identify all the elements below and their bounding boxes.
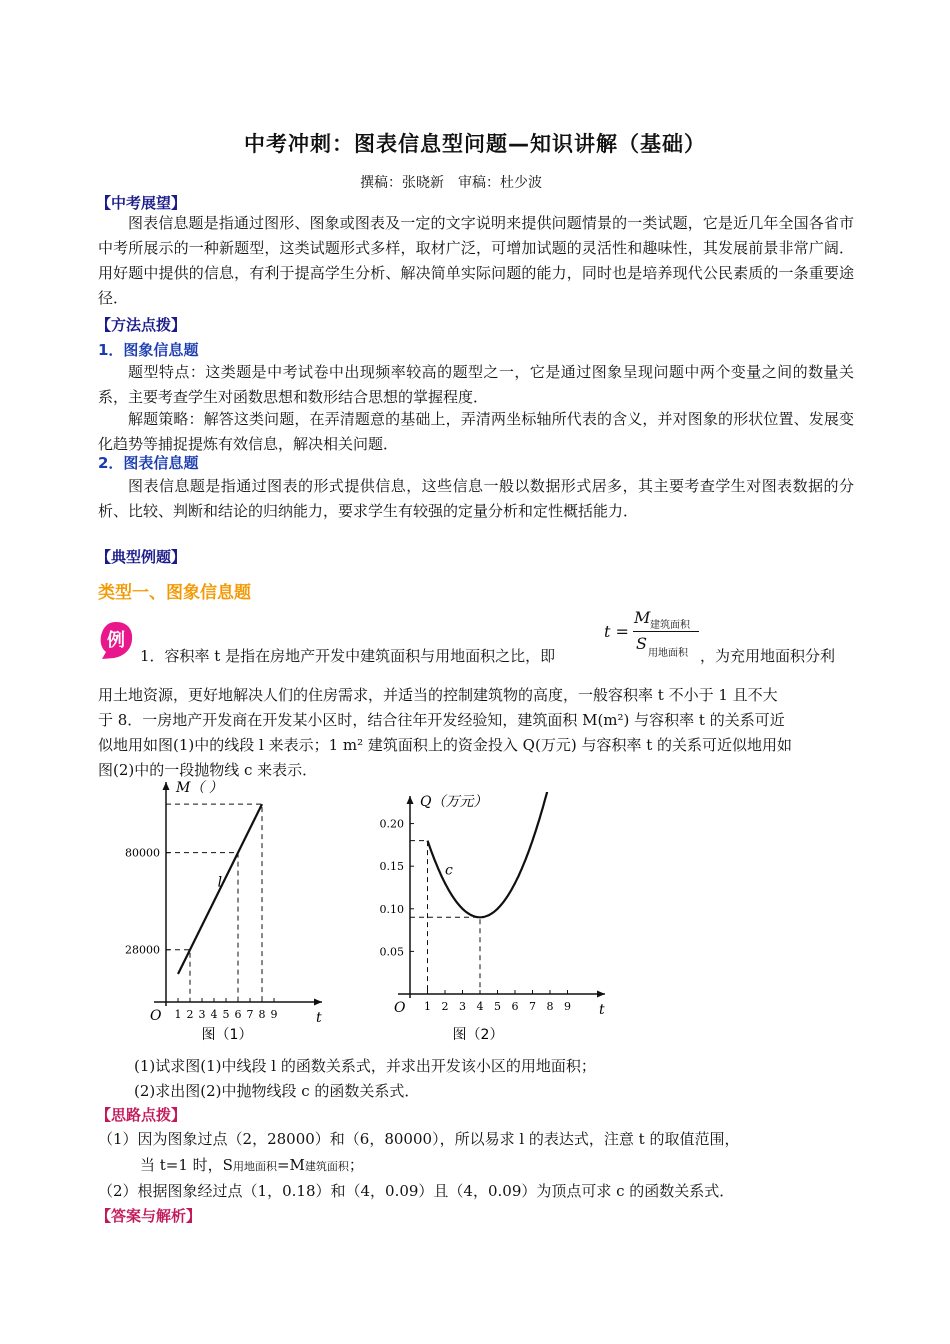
formula-denominator: S [636,634,647,653]
section-outlook-heading: 【中考展望】 [96,194,187,212]
example-line-1b: ，为充用地面积分利 [700,647,836,665]
x-tick-label: 9 [564,1000,571,1013]
thinking-sub-2: 建筑面积 [304,1160,349,1173]
formula-denominator-sub: 用地面积 [648,648,688,659]
method-paragraph-3: 图表信息题是指通过图表的形式提供信息，这些信息一般以数据形式居多，其主要考查学生对图表数据的分析、比较、判断和结论的归纳能力，要求学生有较强的定量分析和定性概括能力． [98,477,854,520]
example-line-4: 似地用如图(1)中的线段 l 来表示；1 m² 建筑面积上的资金投入 Q(万元) 与容积率 t 的关系可近似地用如 [98,736,793,754]
x-axis-head [314,999,322,1006]
example-badge-icon [98,620,134,660]
formula-numerator-sub: 建筑面积 [650,620,690,631]
method-heading-1: 1．图象信息题 [98,341,199,359]
formula-t: t = [604,622,629,641]
figure-2-chart [370,792,610,1046]
x-tick-label: 6 [511,1000,519,1013]
question-1: (1)试求图(1)中线段 l 的函数关系式，并求出开发该小区的用地面积； [134,1057,596,1075]
thinking-line-3: （2）根据图象经过点（1，0.18）和（4，0.09）且（4，0.09）为顶点可求 c 的函数关系式． [98,1182,735,1200]
section-examples-heading: 【典型例题】 [96,548,187,566]
y-axis-head [163,782,170,790]
x-tick-label: 7 [529,1000,536,1013]
thinking-line-2c: ； [348,1156,364,1174]
x-tick-label: 8 [258,1008,266,1021]
y-axis-head [407,796,414,804]
origin-label: O [150,1008,162,1024]
x-axis-label: t [599,1002,605,1018]
example-line-3: 于 8．一房地产开发商在开发某小区时，结合往年开发经验知，建筑面积 M(m²) 与容积率 t 的关系可近 [98,711,785,729]
method-paragraph-2: 解题策略：解答这类问题，在弄清题意的基础上，弄清两坐标轴所代表的含义，并对图象的形状位置、发展变化趋势等捕捉提炼有效信息，解决相关问题． [98,410,854,453]
series-label-l: l [217,874,223,891]
page-title: 中考冲刺：图表信息型问题—知识讲解（基础） [244,132,706,156]
y-tick-label: 0.10 [379,902,404,916]
section-method-heading: 【方法点拨】 [96,316,187,334]
thinking-line-2 [140,1154,364,1175]
y-tick-label: 0.15 [379,860,404,874]
series-label-c: c [445,862,453,879]
authors-line: 撰稿：张晓新 审稿：杜少波 [360,175,542,191]
y-tick-label: 0.20 [379,817,404,831]
example-line-2: 用土地资源，更好地解决人们的住房需求，并适当的控制建筑物的高度，一般容积率 t 不小于 1 且不大 [98,686,778,704]
y-tick-label: 28000 [125,943,160,957]
x-axis-head [597,991,605,998]
example-line-5: 图(2)中的一段抛物线 c 来表示． [98,761,318,779]
x-tick-label: 9 [270,1008,278,1021]
ratio-formula [604,608,704,658]
x-tick-label: 3 [198,1008,206,1021]
y-tick-label: 0.05 [379,945,404,959]
thinking-sub-1: 用地面积 [232,1160,277,1173]
outlook-paragraph: 图表信息题是指通过图形、图象或图表及一定的文字说明来提供问题情景的一类试题，它是近几年全国各省市中考所展示的一种新题型，这类试题形式多样，取材广泛，可增加试题的灵活性和趣味性，其发展前景非常广阔．用好题中提供的信息，有利于提高学生分析、解决简单实际问题的能力，同时也是培养现代公民素质的一条重要途径． [98,214,854,307]
x-axis-label: t [316,1010,322,1026]
origin-label: O [394,1000,406,1016]
method-paragraph-1: 题型特点：这类题是中考试卷中出现频率较高的题型之一，它是通过图象呈现问题中两个变量之间的数量关系，主要考查学生对函数思想和数形结合思想的掌握程度． [98,363,854,406]
x-tick-label: 5 [494,1000,501,1013]
figure-1-caption: 图（1） [201,1027,253,1043]
section-answer-heading: 【答案与解析】 [96,1207,202,1225]
guide-line [410,917,480,994]
x-tick-label: 4 [476,1000,484,1013]
thinking-line-2b: =M [276,1156,305,1174]
formula-numerator: M [634,608,651,627]
badge-label: 例 [107,630,125,651]
type-one-heading: 类型一、图象信息题 [98,583,251,603]
section-thinking-heading: 【思路点拨】 [96,1106,187,1124]
figure-2-caption: 图（2） [452,1027,504,1043]
x-tick-label: 2 [441,1000,449,1013]
x-tick-label: 5 [222,1008,230,1021]
thinking-line-1: （1）因为图象过点（2，28000）和（6，80000），所以易求 l 的表达式，注意 t 的取值范围， [98,1130,740,1148]
fraction-bar [633,631,699,632]
parabola-c [428,792,551,917]
example-line-1a: 1．容积率 t 是指在房地产开发中建筑面积与用地面积之比，即 [140,647,556,665]
thinking-line-2a: 当 t=1 时，S [140,1156,233,1174]
x-tick-label: 2 [186,1008,194,1021]
y-tick-label: 80000 [125,846,160,860]
y-axis-label: M（ ） [176,780,223,796]
x-tick-label: 4 [210,1008,218,1021]
y-axis-label: Q（万元） [420,794,488,810]
x-tick-label: 1 [424,1000,431,1013]
figure-1-chart [120,776,335,1046]
x-tick-label: 3 [459,1000,466,1013]
x-tick-label: 7 [246,1008,254,1021]
question-2: (2)求出图(2)中抛物线段 c 的函数关系式． [134,1082,420,1100]
x-tick-label: 8 [546,1000,554,1013]
x-tick-label: 6 [234,1008,242,1021]
method-heading-2: 2．图表信息题 [98,454,199,472]
x-tick-label: 1 [174,1008,182,1021]
